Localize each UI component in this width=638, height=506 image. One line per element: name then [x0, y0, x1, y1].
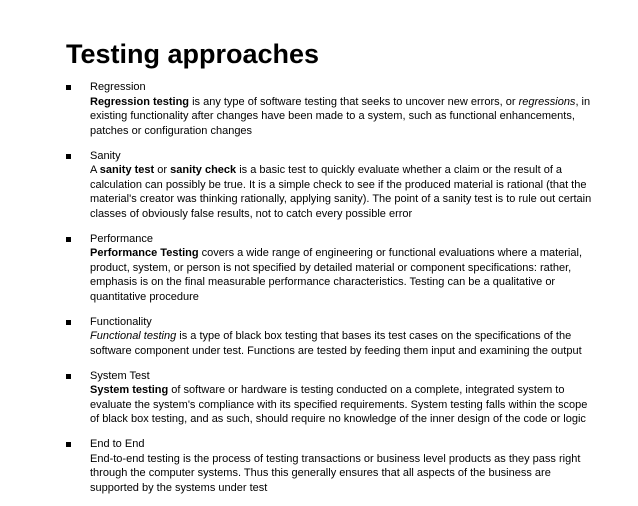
- text-run: End-to-end testing is the process of testing transactions or business level products as they pass right through the computer systems. Thus this generally ensures that all aspects of the business are supported by the systems under test: [90, 452, 581, 494]
- bullet-item: [66, 369, 598, 427]
- slide-title: Testing approaches: [66, 39, 320, 69]
- bullet-description: [90, 95, 598, 139]
- bullet-item: [66, 437, 598, 495]
- square-bullet-icon: [66, 154, 71, 159]
- bullet-description: [90, 163, 598, 221]
- square-bullet-icon: [66, 237, 71, 242]
- bullet-heading: Sanity: [90, 149, 121, 162]
- bullet-heading: Functionality: [90, 315, 152, 328]
- square-bullet-icon: [66, 442, 71, 447]
- text-run: Functional testing: [90, 330, 177, 342]
- bullet-list: [66, 80, 598, 506]
- text-run: , in existing functionality after changes have been made to a system, such as functional enhancements, patches or configuration changes: [90, 95, 591, 137]
- text-run: is a basic test to quickly evaluate whether a claim or the result of a calculation can possibly be true. It is a simple check to see if the produced material is rational (that the material's creator was thinking rationally, applying sanity). The point of a sanity test is to rule out certain classes of obviously false results, not to catch every possible error: [90, 164, 592, 220]
- bullet-item: [66, 315, 598, 359]
- square-bullet-icon: [66, 374, 71, 379]
- text-run: Regression testing: [90, 95, 190, 108]
- text-run: A: [90, 164, 100, 176]
- text-run: is any type of software testing that seeks to uncover new errors, or: [189, 95, 519, 108]
- square-bullet-icon: [66, 85, 71, 90]
- bullet-item: [66, 149, 598, 222]
- square-bullet-icon: [66, 320, 71, 325]
- bullet-description: [90, 246, 598, 304]
- text-run: of software or hardware is testing conducted on a complete, integrated system to evaluate the system's compliance with its specified requirements. System testing falls within the scope of black box testing, and as such, should require no knowledge of the inner design of the code or logic: [90, 384, 588, 425]
- bullet-description: [90, 383, 598, 427]
- bullet-heading: End to End: [90, 438, 145, 450]
- bullet-heading: Performance: [90, 232, 153, 245]
- text-run: covers a wide range of engineering or functional evaluations where a material, product, system, or person is not specified by detailed material or component specifications: rather, emphasis is on the final measurable performance characteristics. Testing can be a qualitative or quantitative procedure: [90, 247, 582, 303]
- bullet-heading: System Test: [90, 369, 150, 382]
- bullet-item: [66, 80, 598, 138]
- text-run: Performance Testing: [90, 247, 199, 259]
- bullet-item: [66, 232, 598, 305]
- bullet-heading: Regression: [90, 81, 146, 93]
- text-run: is a type of black box testing that bases its test cases on the specifications of the software component under test. Functions are tested by feeding them input and examining the output: [90, 330, 582, 357]
- text-run: or: [154, 164, 171, 176]
- text-run: sanity check: [170, 164, 237, 176]
- bullet-description: [90, 452, 598, 496]
- text-run: System testing: [90, 384, 169, 396]
- text-run: regressions: [518, 95, 576, 108]
- bullet-description: [90, 329, 598, 358]
- text-run: sanity test: [99, 164, 155, 176]
